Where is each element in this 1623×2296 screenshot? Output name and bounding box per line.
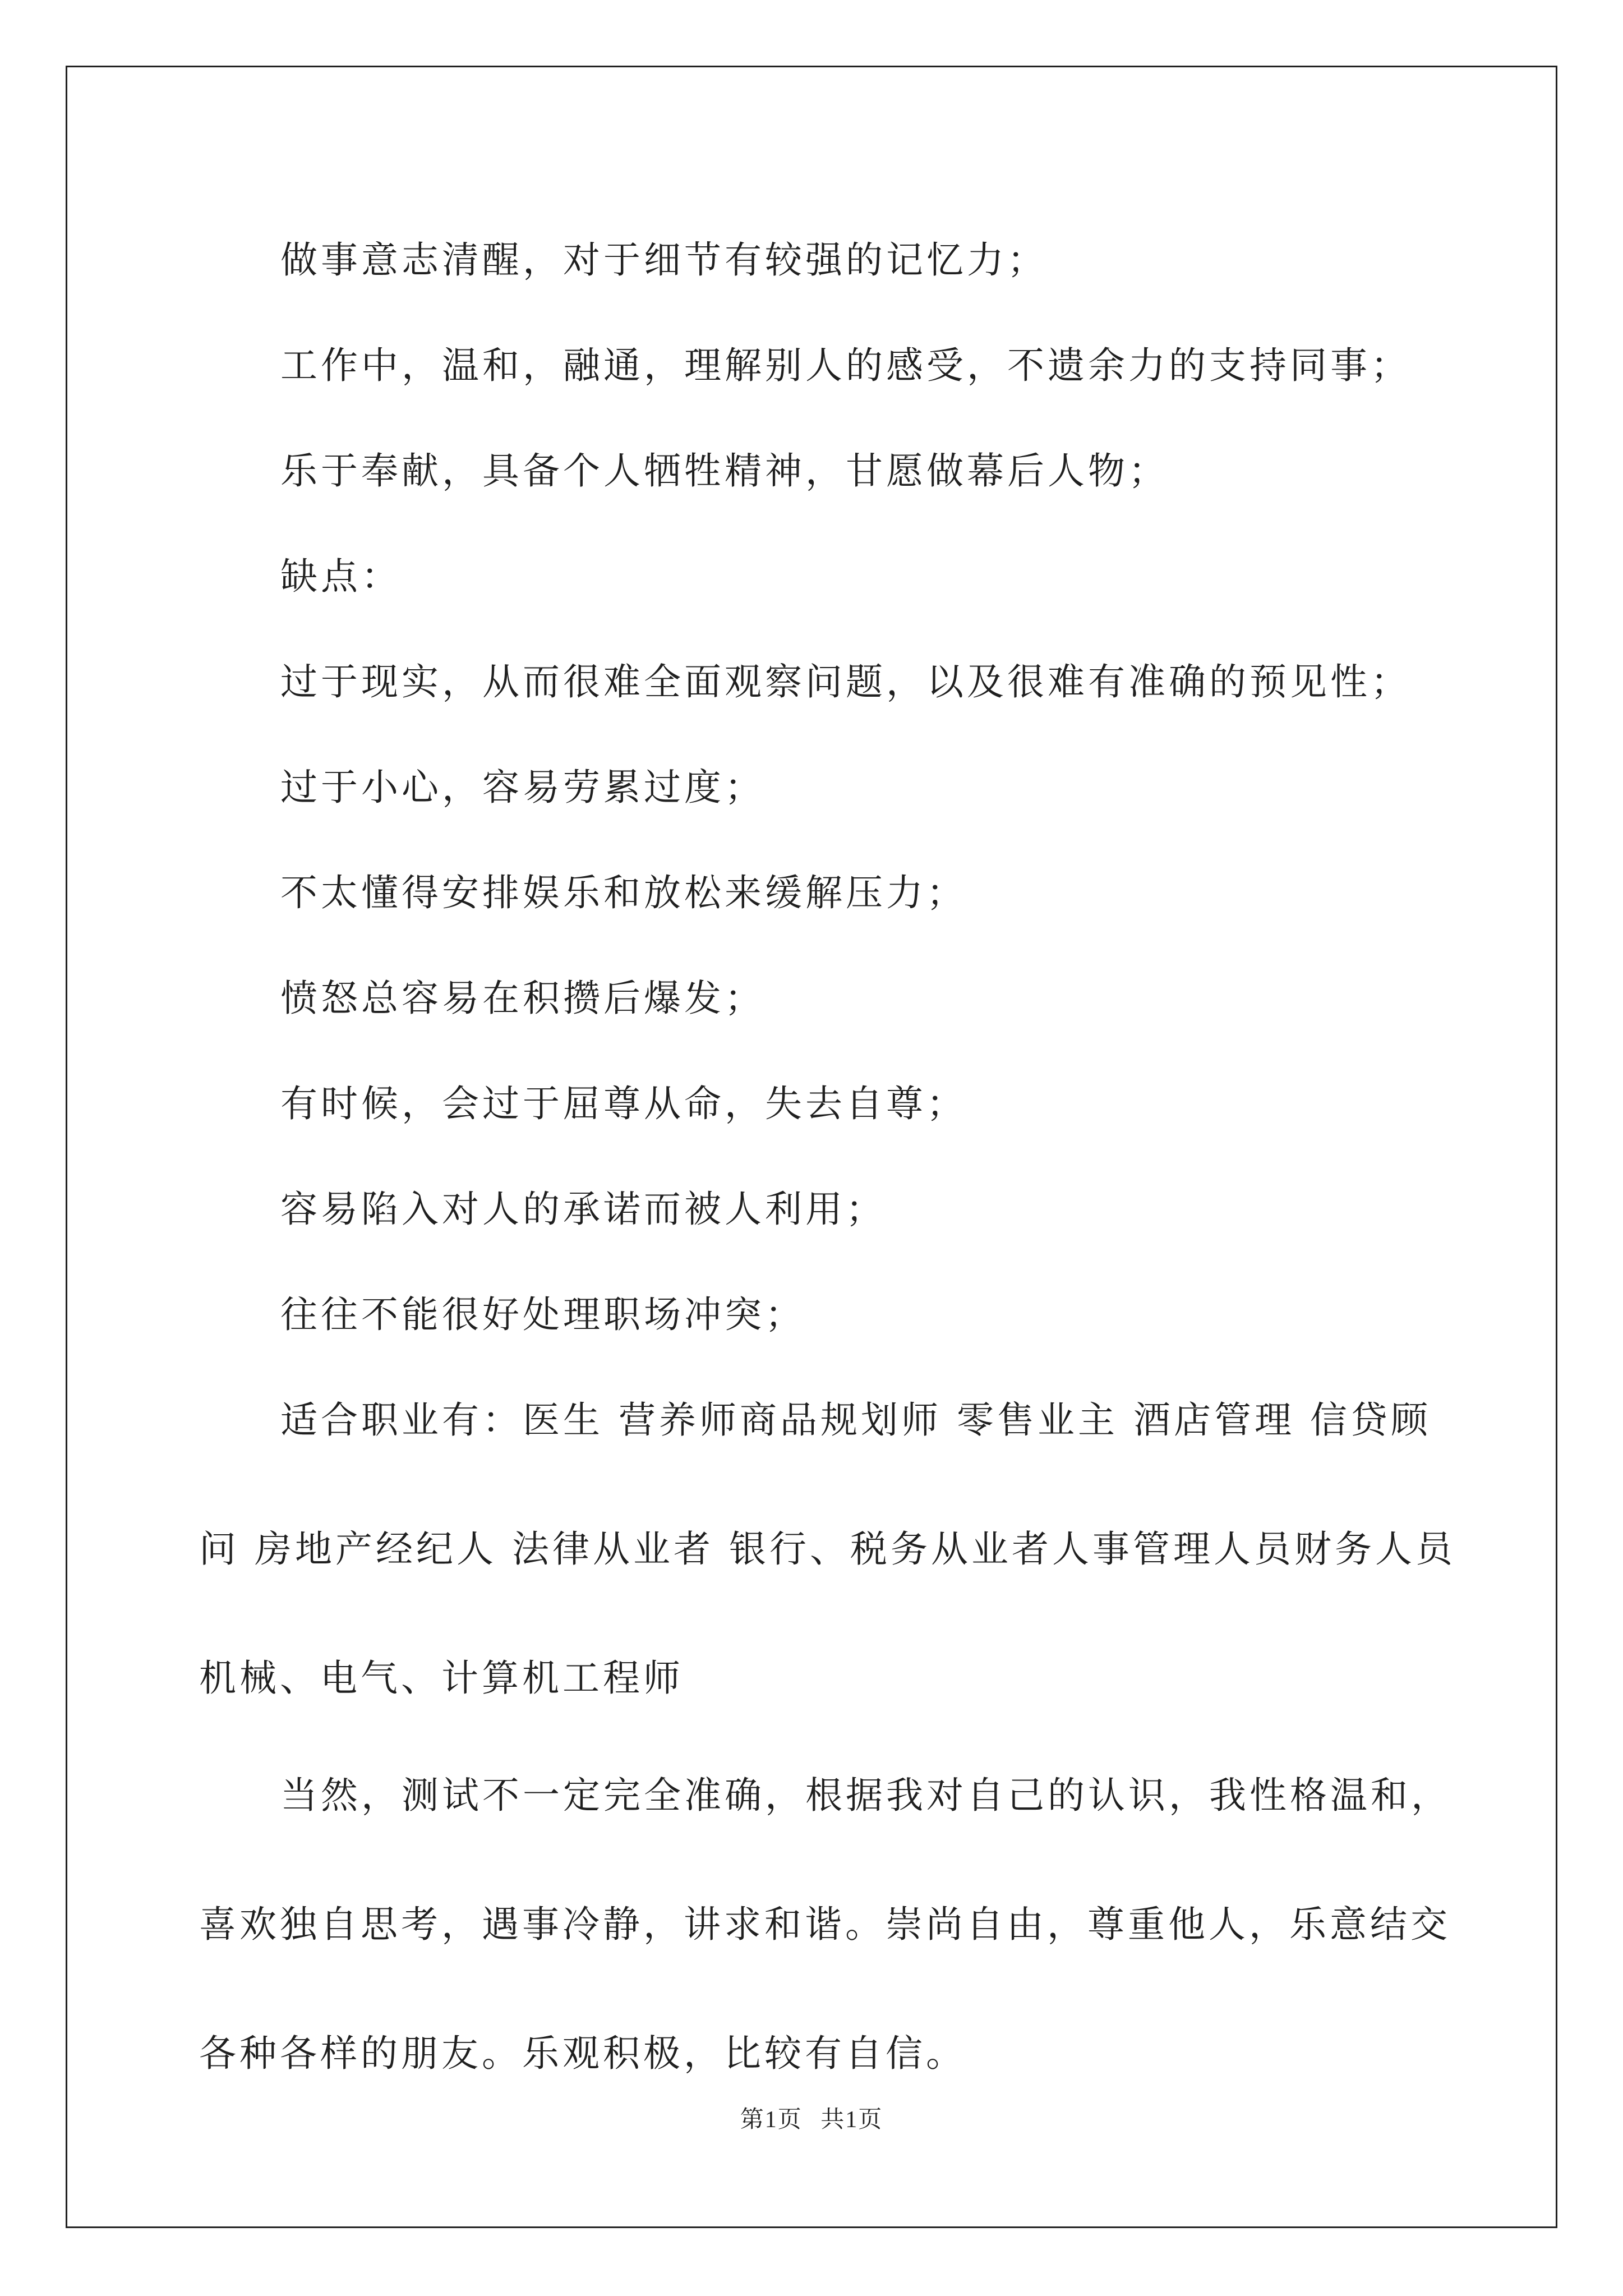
paragraph: 乐于奉献，具备个人牺牲精神，甘愿做幕后人物； (280, 449, 1169, 493)
paragraph: 往往不能很好处理职场冲突； (280, 1293, 805, 1336)
paragraph: 过于现实，从而很难全面观察问题，以及很难有准确的预见性； (280, 660, 1411, 703)
paragraph: 有时候，会过于屈尊从命，失去自尊； (280, 1082, 967, 1125)
paragraph-conclusion: 当然，测试不一定完全准确，根据我对自己的认识，我性格温和，喜欢独自思考，遇事冷静，讲求和谐。崇尚自由，尊重他人，乐意结交各种各样的朋友。乐观积极，比较有自信。 (199, 1774, 1451, 2075)
paragraph: 做事意志清醒，对于细节有较强的记忆力； (280, 238, 1048, 282)
paragraph-careers: 适合职业有：医生 营养师商品规划师 零售业主 酒店管理 信贷顾问 房地产经纪人 法律从业者 银行、税务从业者人事管理人员财务人员机械、电气、计算机工程师 (199, 1398, 1456, 1700)
paragraph: 过于小心，容易劳累过度； (280, 766, 765, 809)
document-body (199, 208, 1461, 2106)
paragraph: 不太懂得安排娱乐和放松来缓解压力； (280, 871, 967, 914)
paragraph: 容易陷入对人的承诺而被人利用； (280, 1188, 886, 1231)
section-heading: 缺点： (280, 555, 402, 598)
page-number: 第1页 (740, 2107, 803, 2133)
page-total: 共1页 (820, 2107, 883, 2133)
page-footer (0, 2101, 1623, 2134)
paragraph: 工作中，温和，融通，理解别人的感受，不遗余力的支持同事； (280, 344, 1411, 387)
paragraph: 愤怒总容易在积攒后爆发； (280, 977, 765, 1020)
